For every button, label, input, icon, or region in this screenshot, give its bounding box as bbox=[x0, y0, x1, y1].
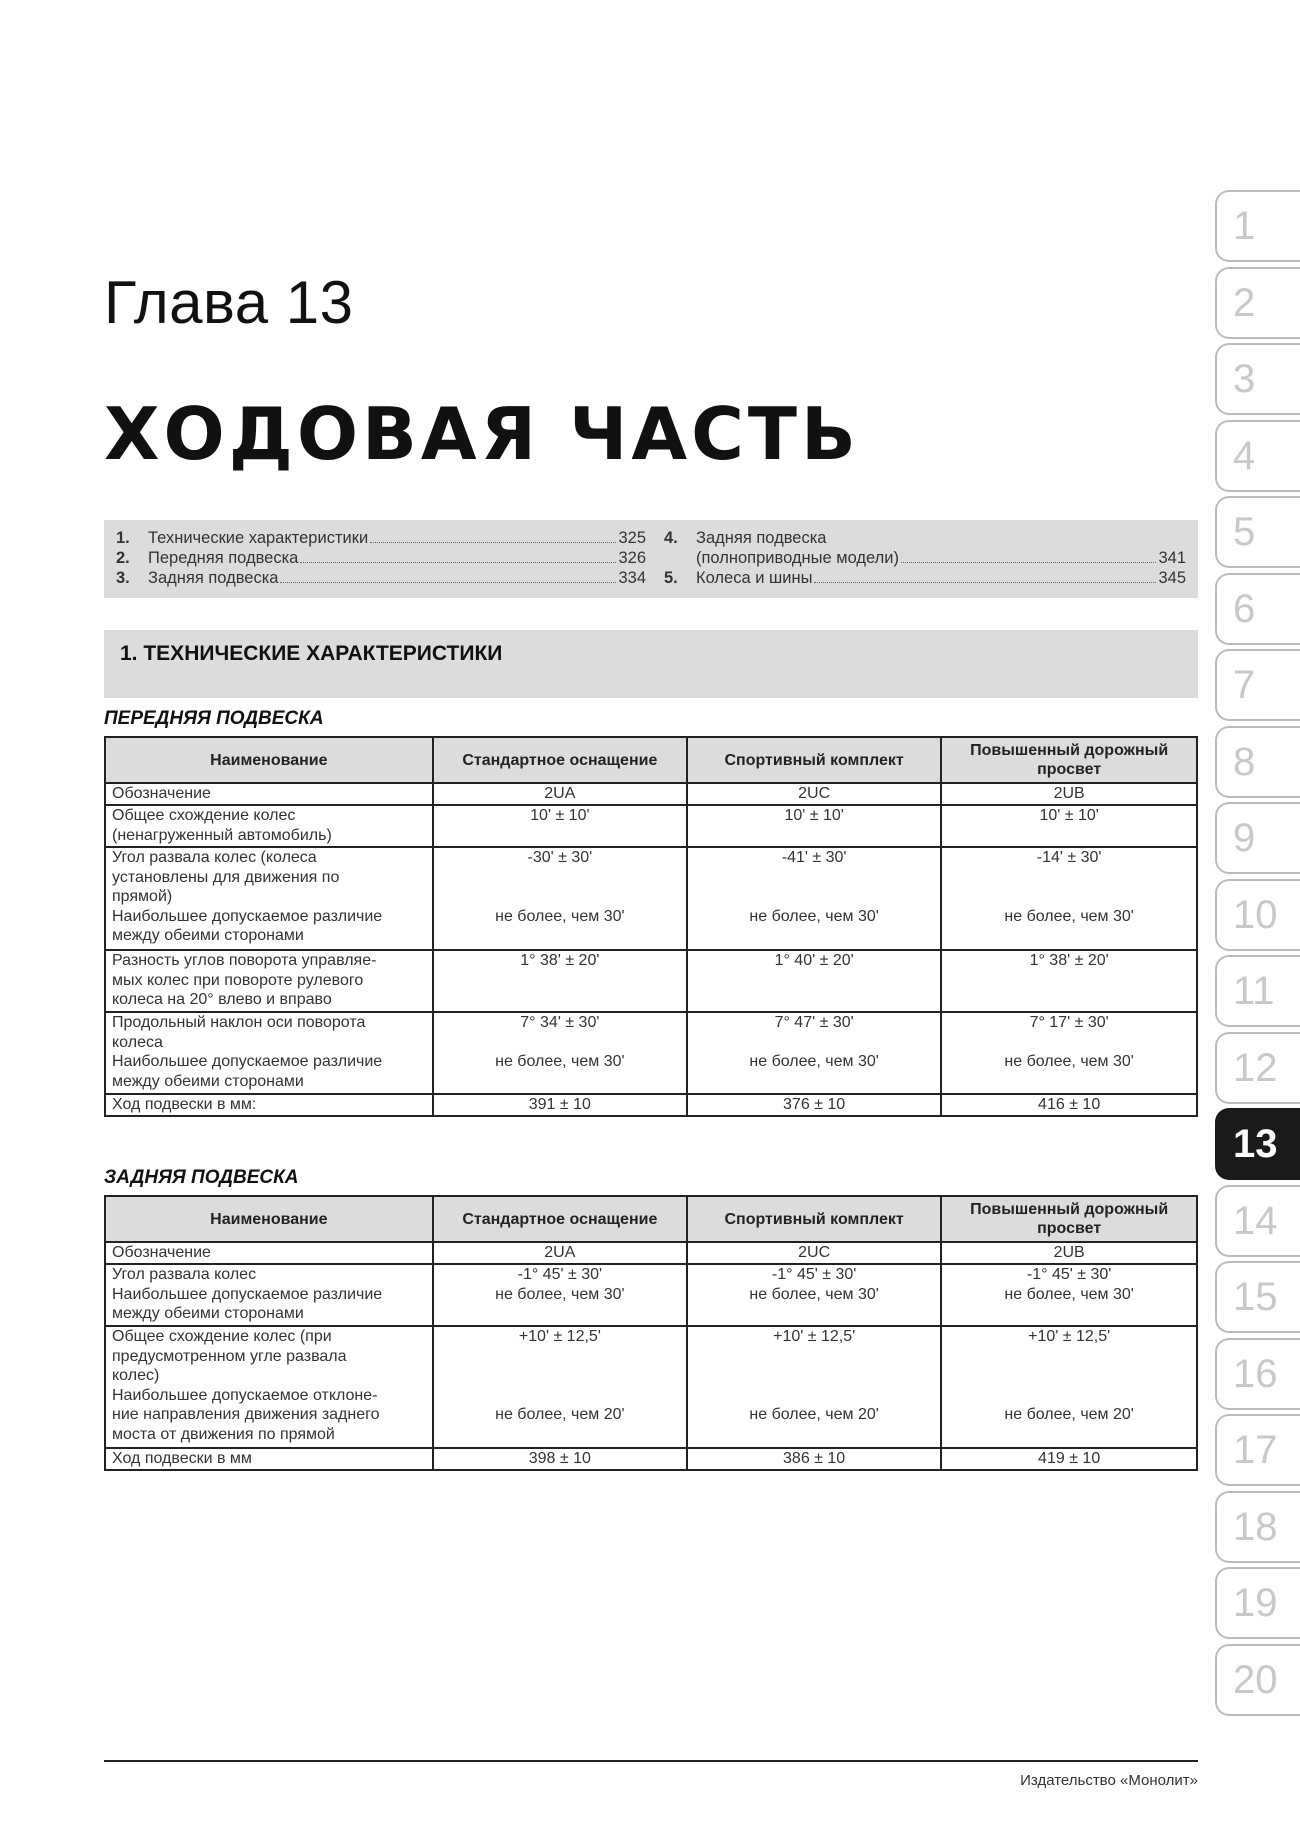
value-line: не более, чем 30' bbox=[495, 1053, 625, 1070]
chapter-tab-8[interactable] bbox=[1215, 726, 1300, 798]
parameter-name-line: Наибольшее допускаемое отклоне- bbox=[112, 1386, 378, 1404]
chapter-tab-label: 11 bbox=[1233, 969, 1275, 1013]
value-line: 398 ± 10 bbox=[528, 1450, 591, 1467]
value-line: 7° 47' ± 30' bbox=[774, 1014, 854, 1031]
table-row bbox=[105, 847, 1197, 950]
publisher-footer: Издательство «Монолит» bbox=[1020, 1772, 1198, 1789]
value-line: 376 ± 10 bbox=[783, 1096, 846, 1113]
chapter-tab-17[interactable] bbox=[1215, 1414, 1300, 1486]
parameter-name bbox=[105, 1242, 433, 1264]
chapter-tab-label: 4 bbox=[1233, 433, 1256, 478]
value-line: не более, чем 30' bbox=[495, 907, 625, 925]
toc-page: 341 bbox=[1158, 549, 1186, 567]
table-row bbox=[105, 1264, 1197, 1326]
parameter-name-line: колес) bbox=[112, 1367, 160, 1384]
value-line: 10' ± 10' bbox=[784, 807, 844, 824]
value-line: +10' ± 12,5' bbox=[1028, 1328, 1111, 1345]
chapter-tab-4[interactable] bbox=[1215, 420, 1300, 492]
parameter-value bbox=[433, 1242, 687, 1264]
column-header bbox=[941, 1196, 1197, 1242]
value-line: -1° 45' ± 30' bbox=[517, 1266, 603, 1283]
table-row bbox=[105, 783, 1197, 805]
parameter-value bbox=[687, 1326, 941, 1448]
toc-item[interactable] bbox=[664, 568, 1186, 588]
column-header-label: Спортивный комплект bbox=[724, 1210, 904, 1228]
column-header-label: просвет bbox=[1037, 1220, 1102, 1237]
toc-item[interactable] bbox=[116, 548, 646, 568]
value-line: 1° 38' ± 20' bbox=[1029, 952, 1109, 969]
parameter-name-line: между обеими сторонами bbox=[112, 927, 304, 944]
parameter-name-line: Обозначение bbox=[112, 1244, 211, 1261]
value-line: не более, чем 30' bbox=[749, 907, 879, 925]
parameter-name-line: прямой) bbox=[112, 888, 173, 905]
chapter-tab-label: 9 bbox=[1233, 816, 1256, 860]
parameter-name-line: между обеими сторонами bbox=[112, 1072, 304, 1090]
parameter-value bbox=[433, 1094, 687, 1116]
chapter-tab-15[interactable] bbox=[1215, 1261, 1300, 1333]
toc-text: (полноприводные модели) bbox=[696, 549, 899, 567]
chapter-tab-label: 19 bbox=[1233, 1581, 1278, 1625]
parameter-name-line: Наибольшее допускаемое различие bbox=[112, 1053, 383, 1070]
column-header-label: Повышенный дорожный bbox=[970, 1201, 1169, 1218]
toc-leader bbox=[280, 582, 616, 583]
column-header bbox=[433, 737, 687, 783]
chapter-tab-label: 13 bbox=[1233, 1122, 1278, 1166]
toc-number: 4. bbox=[664, 529, 678, 547]
parameter-name-line: Ход подвески в мм bbox=[112, 1450, 252, 1467]
toc-leader bbox=[814, 582, 1156, 583]
chapter-tab-label: 3 bbox=[1233, 357, 1256, 401]
parameter-name-line: между обеими сторонами bbox=[112, 1305, 304, 1322]
chapter-tab-9[interactable] bbox=[1215, 802, 1300, 874]
footer-divider bbox=[104, 1760, 1198, 1762]
parameter-name-line: Угол развала колес bbox=[112, 1266, 257, 1283]
parameter-value bbox=[433, 950, 687, 1012]
chapter-tab-13[interactable] bbox=[1215, 1108, 1300, 1180]
parameter-value bbox=[941, 950, 1197, 1012]
toc-page: 325 bbox=[618, 529, 646, 547]
parameter-value bbox=[433, 1264, 687, 1326]
chapter-tab-label: 10 bbox=[1233, 892, 1278, 937]
parameter-value bbox=[941, 1264, 1197, 1326]
chapter-tab-label: 1 bbox=[1233, 204, 1256, 248]
parameter-value bbox=[687, 847, 941, 950]
value-line: 419 ± 10 bbox=[1038, 1450, 1101, 1467]
parameter-name-line: мых колес при повороте рулевого bbox=[112, 971, 364, 989]
chapter-tab-5[interactable] bbox=[1215, 496, 1300, 568]
rear-suspension-table bbox=[104, 1195, 1198, 1471]
parameter-name-line: Обозначение bbox=[112, 785, 211, 802]
parameter-name-line: колеса bbox=[112, 1033, 163, 1051]
value-line: не более, чем 20' bbox=[1004, 1406, 1134, 1423]
value-line: 10' ± 10' bbox=[1039, 807, 1099, 824]
value-line: не более, чем 30' bbox=[1004, 907, 1134, 925]
value-line: 7° 34' ± 30' bbox=[520, 1014, 600, 1031]
chapter-contents bbox=[104, 520, 1198, 598]
chapter-tab-14[interactable] bbox=[1215, 1185, 1300, 1257]
value-line: 7° 17' ± 30' bbox=[1029, 1014, 1109, 1031]
parameter-value bbox=[941, 847, 1197, 950]
chapter-tab-2[interactable] bbox=[1215, 267, 1300, 339]
parameter-name-line: Наибольшее допускаемое различие bbox=[112, 1285, 383, 1303]
chapter-tab-12[interactable] bbox=[1215, 1032, 1300, 1104]
toc-text: Задняя подвеска bbox=[696, 529, 827, 547]
column-header-label: Наименование bbox=[210, 1210, 328, 1228]
chapter-tab-3[interactable] bbox=[1215, 343, 1300, 415]
value-line: 2UC bbox=[798, 1244, 831, 1261]
value-line: 391 ± 10 bbox=[528, 1096, 591, 1113]
table-row bbox=[105, 1012, 1197, 1094]
toc-text: Технические характеристики bbox=[148, 529, 369, 547]
chapter-tab-label: 7 bbox=[1233, 663, 1256, 707]
section-title: 1. ТЕХНИЧЕСКИЕ ХАРАКТЕРИСТИКИ bbox=[120, 642, 503, 665]
value-line: +10' ± 12,5' bbox=[773, 1328, 856, 1345]
parameter-name bbox=[105, 1326, 433, 1448]
chapter-tab-20[interactable] bbox=[1215, 1644, 1300, 1716]
parameter-value bbox=[687, 1094, 941, 1116]
parameter-value bbox=[433, 847, 687, 950]
parameter-name-line: Угол развала колес (колеса bbox=[112, 849, 317, 866]
parameter-name-line: колеса на 20° влево и вправо bbox=[112, 991, 332, 1008]
chapter-tab-18[interactable] bbox=[1215, 1491, 1300, 1563]
chapter-tab-16[interactable] bbox=[1215, 1338, 1300, 1410]
parameter-name-line: Общее схождение колес (при bbox=[112, 1328, 332, 1345]
value-line: не более, чем 30' bbox=[495, 1285, 625, 1303]
value-line: не более, чем 30' bbox=[749, 1053, 879, 1070]
toc-leader bbox=[370, 542, 616, 543]
parameter-value bbox=[941, 1012, 1197, 1094]
toc-item[interactable] bbox=[664, 528, 1186, 548]
value-line: 2UC bbox=[798, 785, 831, 802]
parameter-value bbox=[687, 1448, 941, 1470]
parameter-name bbox=[105, 805, 433, 847]
value-line: -1° 45' ± 30' bbox=[771, 1266, 857, 1283]
chapter-tab-6[interactable] bbox=[1215, 573, 1300, 645]
value-line: 2UB bbox=[1053, 1244, 1085, 1261]
value-line: не более, чем 20' bbox=[495, 1406, 625, 1423]
chapter-tab-label: 20 bbox=[1233, 1657, 1278, 1702]
table-row bbox=[105, 1094, 1197, 1116]
parameter-value bbox=[941, 1242, 1197, 1264]
column-header bbox=[687, 737, 941, 783]
column-header-label: Стандартное оснащение bbox=[462, 1210, 658, 1228]
column-header-label: Наименование bbox=[210, 751, 328, 769]
toc-text: Задняя подвеска bbox=[148, 569, 279, 587]
parameter-name bbox=[105, 1264, 433, 1326]
parameter-name-line: предусмотренном угле развала bbox=[112, 1347, 347, 1365]
chapter-tab-10[interactable] bbox=[1215, 879, 1300, 951]
parameter-value bbox=[687, 805, 941, 847]
toc-item[interactable] bbox=[116, 568, 646, 588]
chapter-tab-label: 18 bbox=[1233, 1504, 1278, 1549]
parameter-value bbox=[433, 1448, 687, 1470]
value-line: 2UA bbox=[544, 1244, 576, 1261]
toc-text: Колеса и шины bbox=[696, 569, 813, 587]
table-row bbox=[105, 1242, 1197, 1264]
value-line: 386 ± 10 bbox=[783, 1450, 846, 1467]
parameter-value bbox=[687, 950, 941, 1012]
parameter-name bbox=[105, 1094, 433, 1116]
chapter-title: ХОДОВАЯ ЧАСТЬ bbox=[104, 392, 860, 476]
toc-item-continuation[interactable] bbox=[664, 548, 1186, 568]
table-row bbox=[105, 1448, 1197, 1470]
toc-page: 326 bbox=[618, 549, 646, 567]
toc-page: 334 bbox=[618, 569, 646, 587]
parameter-value bbox=[941, 1094, 1197, 1116]
table-header-row bbox=[105, 1196, 1197, 1242]
parameter-name bbox=[105, 950, 433, 1012]
chapter-tab-label: 12 bbox=[1233, 1045, 1278, 1090]
column-header bbox=[941, 737, 1197, 783]
chapter-label: Глава 13 bbox=[104, 269, 354, 336]
chapter-tab-19[interactable] bbox=[1215, 1567, 1300, 1639]
chapter-tab-1[interactable] bbox=[1215, 190, 1300, 262]
parameter-value bbox=[433, 1326, 687, 1448]
parameter-value bbox=[941, 1448, 1197, 1470]
parameter-value bbox=[433, 783, 687, 805]
parameter-name bbox=[105, 847, 433, 950]
toc-column-left bbox=[116, 528, 646, 588]
parameter-name-line: ние направления движения заднего bbox=[112, 1406, 380, 1423]
chapter-tab-11[interactable] bbox=[1215, 955, 1300, 1027]
toc-leader bbox=[300, 562, 616, 563]
value-line: -41' ± 30' bbox=[781, 849, 847, 866]
column-header bbox=[433, 1196, 687, 1242]
parameter-value bbox=[433, 1012, 687, 1094]
value-line: не более, чем 30' bbox=[1004, 1285, 1134, 1303]
chapter-tab-label: 15 bbox=[1233, 1275, 1278, 1319]
chapter-tab-label: 2 bbox=[1233, 280, 1256, 325]
chapter-tab-label: 16 bbox=[1233, 1351, 1278, 1396]
toc-item[interactable] bbox=[116, 528, 646, 548]
chapter-tab-label: 6 bbox=[1233, 586, 1256, 631]
value-line: не более, чем 30' bbox=[749, 1285, 879, 1303]
parameter-value bbox=[433, 805, 687, 847]
parameter-value bbox=[941, 1326, 1197, 1448]
table-header-row bbox=[105, 737, 1197, 783]
chapter-tab-label: 5 bbox=[1233, 510, 1256, 554]
column-header-label: просвет bbox=[1037, 761, 1102, 778]
toc-number: 5. bbox=[664, 569, 678, 587]
value-line: -1° 45' ± 30' bbox=[1026, 1266, 1112, 1283]
value-line: 2UB bbox=[1053, 785, 1085, 802]
front-suspension-heading: ПЕРЕДНЯЯ ПОДВЕСКА bbox=[104, 708, 324, 729]
chapter-tab-7[interactable] bbox=[1215, 649, 1300, 721]
parameter-name-line: Наибольшее допускаемое различие bbox=[112, 907, 383, 925]
value-line: 10' ± 10' bbox=[530, 807, 590, 824]
toc-text: Передняя подвеска bbox=[148, 549, 299, 567]
value-line: не более, чем 20' bbox=[749, 1406, 879, 1423]
toc-number: 3. bbox=[116, 569, 130, 587]
parameter-name-line: Общее схождение колес bbox=[112, 807, 296, 824]
column-header-label: Повышенный дорожный bbox=[970, 742, 1169, 759]
value-line: 2UA bbox=[544, 785, 576, 802]
parameter-value bbox=[687, 1012, 941, 1094]
toc-number: 1. bbox=[116, 529, 130, 547]
front-suspension-table bbox=[104, 736, 1198, 1117]
column-header bbox=[687, 1196, 941, 1242]
value-line: -14' ± 30' bbox=[1036, 849, 1102, 866]
parameter-value bbox=[687, 1264, 941, 1326]
table-row bbox=[105, 950, 1197, 1012]
rear-suspension-heading: ЗАДНЯЯ ПОДВЕСКА bbox=[104, 1167, 299, 1188]
parameter-value bbox=[687, 783, 941, 805]
parameter-name-line: установлены для движения по bbox=[112, 868, 340, 886]
value-line: 416 ± 10 bbox=[1038, 1096, 1101, 1113]
parameter-name-line: Продольный наклон оси поворота bbox=[112, 1014, 366, 1031]
table-row bbox=[105, 1326, 1197, 1448]
parameter-name bbox=[105, 1012, 433, 1094]
parameter-name bbox=[105, 1448, 433, 1470]
value-line: не более, чем 30' bbox=[1004, 1053, 1134, 1070]
parameter-value bbox=[941, 805, 1197, 847]
value-line: +10' ± 12,5' bbox=[518, 1328, 601, 1345]
parameter-name bbox=[105, 783, 433, 805]
chapter-tab-label: 17 bbox=[1233, 1428, 1278, 1472]
chapter-tab-label: 8 bbox=[1233, 739, 1256, 784]
value-line: 1° 40' ± 20' bbox=[774, 952, 854, 969]
value-line: 1° 38' ± 20' bbox=[520, 952, 600, 969]
parameter-value bbox=[687, 1242, 941, 1264]
parameter-name-line: Ход подвески в мм: bbox=[112, 1096, 257, 1113]
toc-leader bbox=[901, 562, 1156, 563]
column-header-label: Спортивный комплект bbox=[724, 751, 904, 769]
column-header bbox=[105, 1196, 433, 1242]
chapter-tab-label: 14 bbox=[1233, 1198, 1278, 1243]
toc-column-right bbox=[664, 528, 1186, 588]
column-header bbox=[105, 737, 433, 783]
value-line: -30' ± 30' bbox=[527, 849, 593, 866]
toc-number: 2. bbox=[116, 549, 130, 567]
parameter-name-line: (ненагруженный автомобиль) bbox=[112, 826, 332, 844]
toc-page: 345 bbox=[1158, 569, 1186, 587]
parameter-name-line: Разность углов поворота управляе- bbox=[112, 952, 377, 969]
parameter-value bbox=[941, 783, 1197, 805]
table-row bbox=[105, 805, 1197, 847]
section-header bbox=[104, 630, 1198, 698]
column-header-label: Стандартное оснащение bbox=[462, 751, 658, 769]
parameter-name-line: моста от движения по прямой bbox=[112, 1425, 335, 1443]
